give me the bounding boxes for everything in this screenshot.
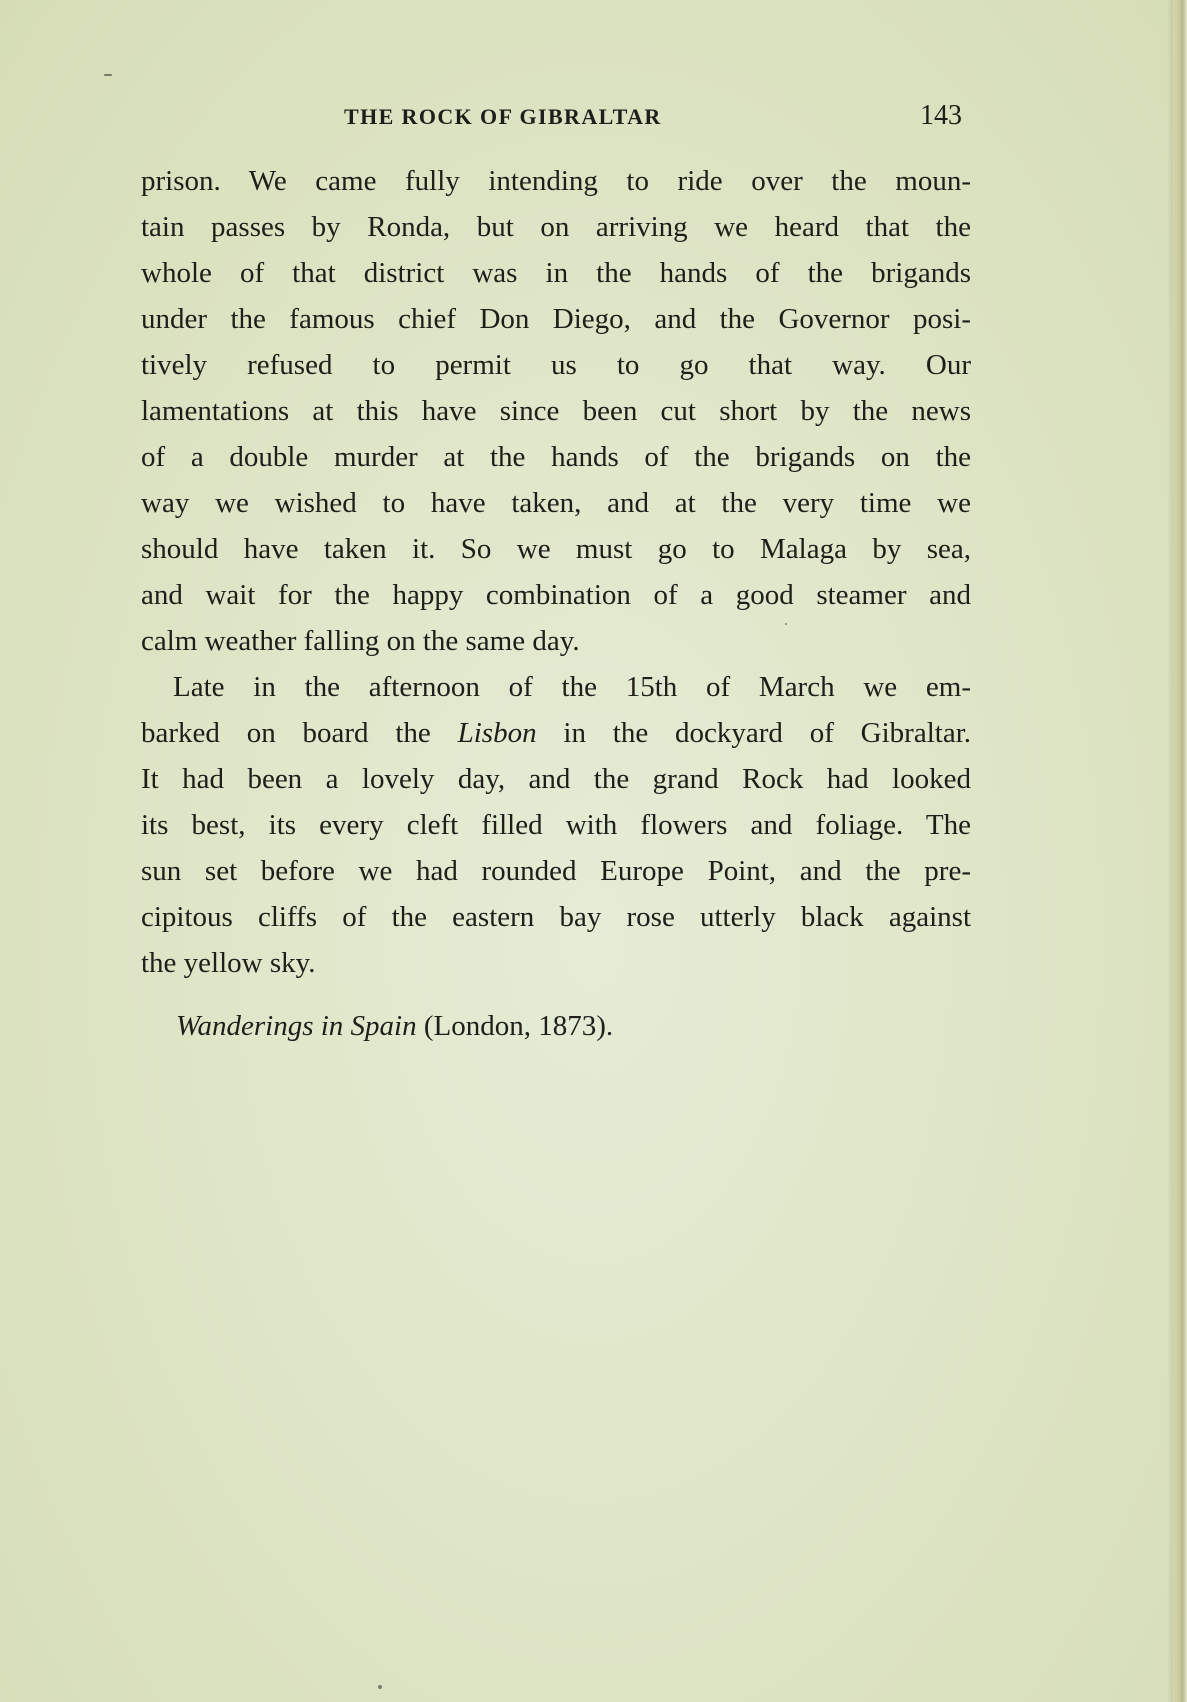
text-line: lamentations at this have since been cut short by the news (141, 395, 971, 427)
text-line (141, 710, 971, 756)
text-segment: in the dockyard of Gibraltar. (563, 717, 972, 749)
text-line: Late in the afternoon of the 15th of March we em- (173, 671, 971, 703)
page-number: 143 (920, 100, 962, 131)
text-line: of a double murder at the hands of the brigands on the (141, 441, 971, 473)
citation-details: (London, 1873). (423, 1010, 614, 1042)
text-line: should have taken it. So we must go to Malaga by sea, (141, 533, 971, 565)
text-line: sun set before we had rounded Europe Point, and the pre- (141, 855, 971, 887)
running-head-title: THE ROCK OF GIBRALTAR (344, 104, 662, 129)
text-line: calm weather falling on the same day. (141, 625, 580, 657)
scan-speck (104, 74, 112, 76)
text-line: the yellow sky. (141, 947, 316, 979)
text-line: whole of that district was in the hands of the brigands (141, 257, 971, 289)
paragraph-1 (141, 158, 971, 664)
text-line: its best, its every cleft filled with flowers and foliage. The (141, 809, 971, 841)
text-line: tain passes by Ronda, but on arriving we heard that the (141, 211, 971, 243)
scan-speck (378, 1685, 382, 1689)
text-line: cipitous cliffs of the eastern bay rose utterly black against (141, 901, 971, 933)
text-line: prison. We came fully intending to ride over the moun- (141, 165, 971, 197)
paragraph-2 (141, 664, 971, 986)
text-line: and wait for the happy combination of a good steamer and (141, 579, 971, 611)
citation-title: Wanderings in Spain (176, 1010, 417, 1042)
body-text (141, 158, 971, 986)
citation (176, 1010, 613, 1043)
running-head (0, 100, 1187, 140)
text-line: tively refused to permit us to go that way. Our (141, 349, 971, 381)
text-line: under the famous chief Don Diego, and the Governor posi- (141, 303, 971, 335)
text-segment: barked on board the (141, 717, 431, 749)
ship-name: Lisbon (457, 717, 537, 749)
text-line: way we wished to have taken, and at the very time we (141, 487, 971, 519)
page-edge (1173, 0, 1187, 1702)
text-line: It had been a lovely day, and the grand Rock had looked (141, 763, 971, 795)
